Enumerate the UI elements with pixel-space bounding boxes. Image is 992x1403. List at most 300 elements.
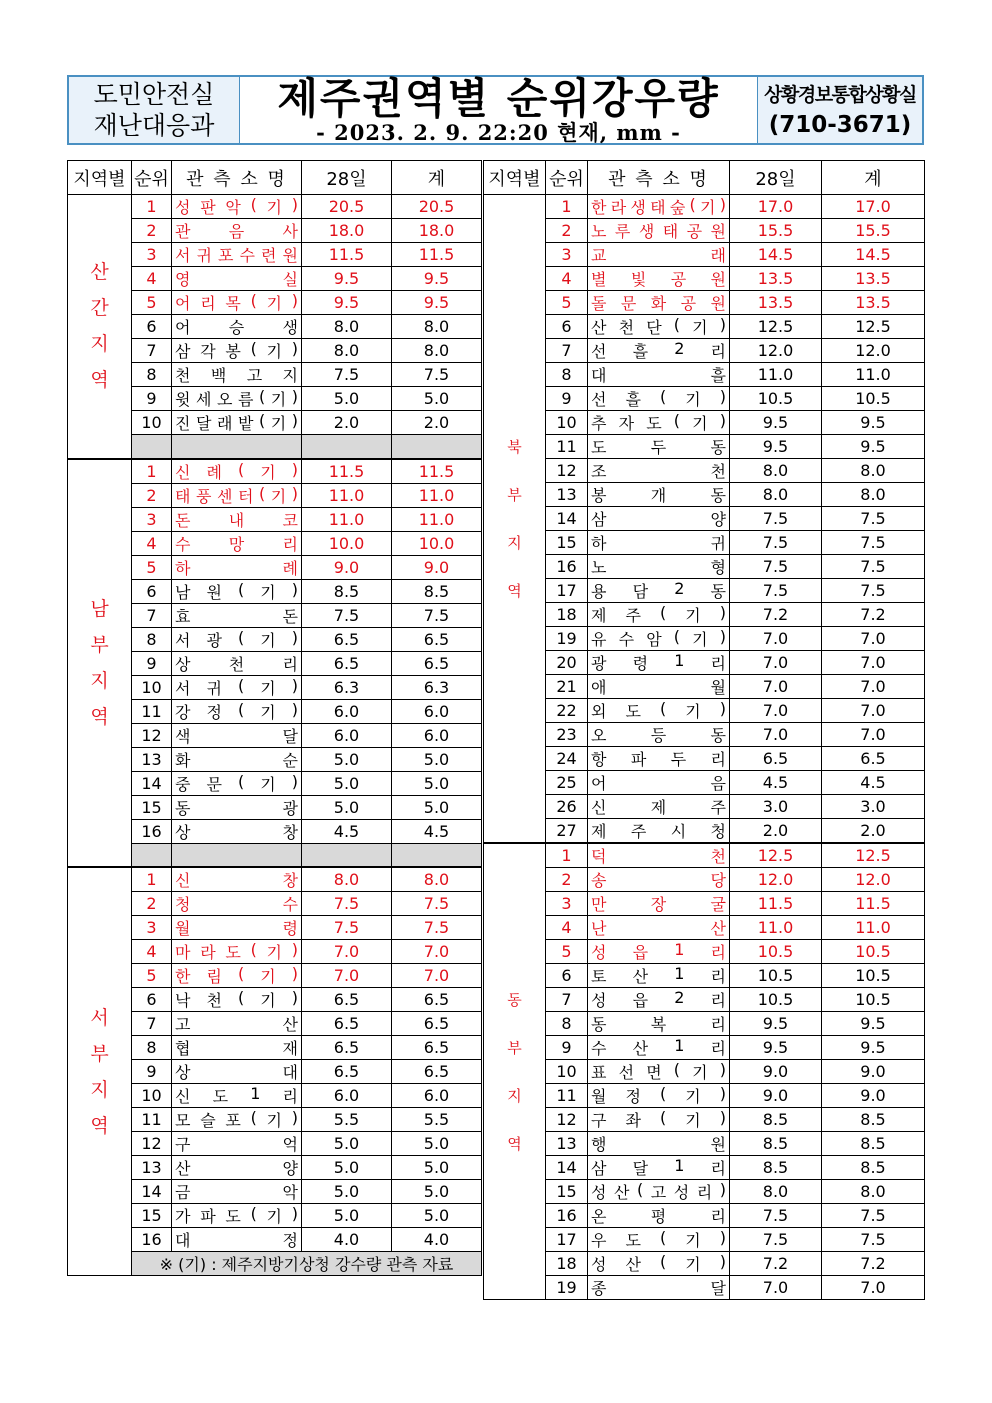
rank-cell: 7 — [132, 603, 172, 627]
day-rainfall: 12.0 — [730, 868, 822, 892]
rank-cell: 12 — [546, 459, 588, 483]
rank-cell: 5 — [546, 940, 588, 964]
total-rainfall: 17.0 — [822, 195, 925, 219]
rank-cell: 14 — [132, 771, 172, 795]
station-name — [588, 964, 730, 988]
station-name-text: 구 좌 ( 기 ) — [591, 1108, 726, 1130]
table-row — [484, 868, 925, 892]
table-row — [484, 675, 925, 699]
day-rainfall: 7.0 — [730, 651, 822, 675]
table-row — [484, 387, 925, 411]
station-name-text: 신 제 주 — [591, 798, 726, 817]
station-name-text: 삼 각 봉 ( 기 ) — [175, 339, 298, 361]
total-rainfall: 9.5 — [392, 291, 482, 315]
rank-cell: 27 — [546, 819, 588, 844]
station-name-text: 성 산 ( 기 ) — [591, 1252, 726, 1274]
day-rainfall: 8.0 — [730, 483, 822, 507]
station-name-text: 성 산 ( 고 성 리 ) — [591, 1180, 726, 1202]
day-rainfall: 7.0 — [302, 940, 392, 964]
rank-cell: 15 — [132, 795, 172, 819]
rank-cell: 26 — [546, 795, 588, 819]
day-rainfall: 3.0 — [730, 795, 822, 819]
region-label: 북 부 지 역 — [484, 195, 546, 844]
table-row — [484, 243, 925, 267]
table-row — [484, 747, 925, 771]
station-name-text: 도 두 동 — [591, 438, 726, 457]
title-box — [240, 74, 757, 145]
station-name-text: 동 복 리 — [591, 1015, 726, 1034]
rank-cell: 8 — [546, 1012, 588, 1036]
station-name — [172, 219, 302, 243]
day-rainfall: 9.5 — [302, 291, 392, 315]
table-row — [484, 291, 925, 315]
day-rainfall: 9.5 — [730, 435, 822, 459]
total-rainfall: 5.0 — [392, 1132, 482, 1156]
station-name-text: 오 등 동 — [591, 726, 726, 745]
station-name-text: 산 천 단 ( 기 ) — [591, 315, 726, 337]
station-name — [172, 627, 302, 651]
day-rainfall: 9.5 — [730, 1036, 822, 1060]
day-rainfall: 12.0 — [730, 339, 822, 363]
station-name — [588, 243, 730, 267]
rank-cell: 3 — [546, 892, 588, 916]
rank-cell: 12 — [132, 723, 172, 747]
station-name — [172, 363, 302, 387]
col-day: 28일 — [730, 161, 822, 195]
rank-cell: 6 — [546, 315, 588, 339]
day-rainfall: 8.0 — [302, 339, 392, 363]
station-name — [588, 1084, 730, 1108]
day-rainfall: 9.5 — [730, 1012, 822, 1036]
rank-cell: 9 — [546, 1036, 588, 1060]
station-name-text: 상 천 리 — [175, 654, 298, 674]
total-rainfall: 8.5 — [392, 579, 482, 603]
total-rainfall: 5.0 — [392, 1204, 482, 1228]
station-name — [172, 1084, 302, 1108]
day-rainfall: 11.5 — [302, 243, 392, 267]
station-name — [172, 1180, 302, 1204]
total-rainfall: 9.5 — [822, 435, 925, 459]
station-name-text: 어 리 목 ( 기 ) — [175, 291, 298, 313]
rank-cell: 7 — [132, 1012, 172, 1036]
day-rainfall: 9.5 — [302, 267, 392, 291]
table-row — [484, 843, 925, 868]
station-name-text: 애 월 — [591, 678, 726, 697]
station-name-text: 월 령 — [175, 919, 298, 938]
total-rainfall: 12.0 — [822, 868, 925, 892]
day-rainfall: 7.5 — [302, 603, 392, 627]
station-name — [588, 1132, 730, 1156]
station-name — [588, 916, 730, 940]
rank-cell: 7 — [546, 339, 588, 363]
total-rainfall: 18.0 — [392, 219, 482, 243]
station-name — [588, 988, 730, 1012]
total-rainfall: 6.0 — [392, 699, 482, 723]
station-name-text: 화 순 — [175, 750, 298, 770]
total-rainfall: 5.5 — [392, 1108, 482, 1132]
day-rainfall: 6.5 — [302, 1036, 392, 1060]
station-name — [588, 1252, 730, 1276]
rank-cell: 3 — [132, 507, 172, 531]
station-name-text: 노 루 생 태 공 원 — [591, 222, 726, 241]
day-rainfall: 8.0 — [730, 1180, 822, 1204]
table-header-row — [484, 161, 925, 195]
rank-cell: 2 — [132, 483, 172, 507]
total-rainfall: 6.0 — [392, 723, 482, 747]
day-rainfall: 6.5 — [302, 627, 392, 651]
day-rainfall: 7.0 — [302, 964, 392, 988]
station-name — [588, 555, 730, 579]
table-row — [484, 579, 925, 603]
station-name — [172, 1012, 302, 1036]
station-name — [588, 363, 730, 387]
rank-cell: 6 — [132, 579, 172, 603]
day-rainfall: 7.5 — [730, 531, 822, 555]
table-row — [484, 507, 925, 531]
total-rainfall: 9.5 — [392, 267, 482, 291]
station-name-text: 색 달 — [175, 726, 298, 746]
station-name-text: 관 음 사 — [175, 222, 298, 241]
day-rainfall: 9.5 — [730, 411, 822, 435]
rank-cell: 15 — [546, 1180, 588, 1204]
day-rainfall: 5.0 — [302, 1156, 392, 1180]
station-name-text: 삼 달 1 리 — [591, 1156, 726, 1178]
station-name-text: 강 정 ( 기 ) — [175, 699, 298, 722]
table-row — [484, 555, 925, 579]
empty-cell — [172, 843, 302, 867]
table-row — [484, 1132, 925, 1156]
rank-cell: 2 — [546, 868, 588, 892]
station-name-text: 외 도 ( 기 ) — [591, 699, 726, 721]
table-row — [484, 435, 925, 459]
rank-cell: 13 — [132, 747, 172, 771]
table-row — [484, 603, 925, 627]
station-name — [588, 1204, 730, 1228]
table-row — [484, 1252, 925, 1276]
left-rainfall-table — [67, 160, 482, 1276]
rank-cell: 1 — [132, 195, 172, 219]
station-name — [588, 699, 730, 723]
total-rainfall: 7.2 — [822, 1252, 925, 1276]
station-name — [588, 795, 730, 819]
station-name-text: 효 돈 — [175, 606, 298, 626]
rank-cell: 9 — [132, 651, 172, 675]
station-name-text: 성 읍 1 리 — [591, 940, 726, 962]
table-row — [484, 195, 925, 219]
col-rank: 순위 — [132, 161, 172, 195]
station-name — [588, 771, 730, 795]
total-rainfall: 5.0 — [392, 1156, 482, 1180]
station-name — [588, 868, 730, 892]
total-rainfall: 11.5 — [392, 459, 482, 484]
station-name-text: 우 도 ( 기 ) — [591, 1228, 726, 1250]
total-rainfall: 10.5 — [822, 988, 925, 1012]
footnote: ※ (기) : 제주지방기상청 강수량 관측 자료 — [132, 1252, 482, 1276]
rank-cell: 8 — [132, 363, 172, 387]
station-name — [588, 1228, 730, 1252]
rank-cell: 2 — [132, 892, 172, 916]
total-rainfall: 7.5 — [822, 579, 925, 603]
station-name-text: 월 정 ( 기 ) — [591, 1084, 726, 1106]
empty-cell — [172, 435, 302, 459]
total-rainfall: 12.5 — [822, 843, 925, 868]
station-name-text: 서 귀 포 수 련 원 — [175, 246, 298, 265]
total-rainfall: 10.0 — [392, 531, 482, 555]
station-name — [172, 1204, 302, 1228]
station-name-text: 난 산 — [591, 919, 726, 938]
station-name-text: 진 달 래 밭 ( 기 ) — [175, 411, 298, 433]
table-row — [484, 892, 925, 916]
day-rainfall: 10.5 — [730, 387, 822, 411]
station-name — [172, 1156, 302, 1180]
station-name — [172, 892, 302, 916]
north-region-rows — [484, 195, 925, 844]
total-rainfall: 7.0 — [822, 675, 925, 699]
station-name — [588, 747, 730, 771]
total-rainfall: 8.5 — [822, 1156, 925, 1180]
station-name-text: 돈 내 코 — [175, 510, 298, 530]
table-row — [484, 651, 925, 675]
day-rainfall: 6.0 — [302, 699, 392, 723]
station-name-text: 신 창 — [175, 871, 298, 890]
day-rainfall: 11.0 — [302, 483, 392, 507]
col-total: 계 — [392, 161, 482, 195]
rank-cell: 15 — [546, 531, 588, 555]
station-name-text: 송 당 — [591, 871, 726, 890]
rank-cell: 10 — [132, 1084, 172, 1108]
rank-cell: 11 — [132, 699, 172, 723]
total-rainfall: 12.5 — [822, 315, 925, 339]
station-name — [172, 651, 302, 675]
day-rainfall: 2.0 — [302, 411, 392, 435]
page-title: 제주권역별 순위강우량 — [277, 74, 720, 123]
station-name — [172, 603, 302, 627]
station-name-text: 종 달 — [591, 1279, 726, 1298]
rank-cell: 21 — [546, 675, 588, 699]
col-region: 지역별 — [484, 161, 546, 195]
table-row — [484, 1060, 925, 1084]
station-name — [172, 1036, 302, 1060]
rank-cell: 18 — [546, 603, 588, 627]
day-rainfall: 10.5 — [730, 988, 822, 1012]
rank-cell: 22 — [546, 699, 588, 723]
station-name-text: 조 천 — [591, 462, 726, 481]
rank-cell: 13 — [132, 1156, 172, 1180]
station-name-text: 천 백 고 지 — [175, 366, 298, 385]
station-name-text: 낙 천 ( 기 ) — [175, 988, 298, 1010]
total-rainfall: 8.5 — [822, 1108, 925, 1132]
day-rainfall: 10.5 — [730, 964, 822, 988]
rank-cell: 8 — [132, 1036, 172, 1060]
station-name — [172, 699, 302, 723]
total-rainfall: 9.5 — [822, 1012, 925, 1036]
station-name — [588, 315, 730, 339]
station-name — [588, 387, 730, 411]
station-name — [588, 843, 730, 868]
rank-cell: 10 — [132, 675, 172, 699]
table-row — [484, 1036, 925, 1060]
station-name-text: 광 령 1 리 — [591, 651, 726, 673]
total-rainfall: 6.5 — [392, 988, 482, 1012]
total-rainfall: 4.5 — [822, 771, 925, 795]
department-line2: 재난대응과 — [93, 111, 215, 140]
rank-cell: 12 — [132, 1132, 172, 1156]
total-rainfall: 8.0 — [392, 339, 482, 363]
total-rainfall: 11.0 — [392, 483, 482, 507]
total-rainfall: 8.0 — [822, 1180, 925, 1204]
total-rainfall: 5.0 — [392, 747, 482, 771]
rank-cell: 20 — [546, 651, 588, 675]
station-name-text: 한 라 생 태 숲 ( 기 ) — [591, 195, 726, 217]
day-rainfall: 7.0 — [730, 723, 822, 747]
total-rainfall: 7.2 — [822, 603, 925, 627]
rank-cell: 16 — [132, 819, 172, 843]
day-rainfall: 7.0 — [730, 627, 822, 651]
station-name — [588, 507, 730, 531]
station-name-text: 협 재 — [175, 1039, 298, 1058]
rank-cell: 12 — [546, 1108, 588, 1132]
day-rainfall: 9.0 — [302, 555, 392, 579]
total-rainfall: 7.0 — [822, 627, 925, 651]
station-name — [172, 795, 302, 819]
contact-box — [757, 77, 922, 143]
total-rainfall: 7.5 — [392, 892, 482, 916]
rank-cell: 6 — [132, 315, 172, 339]
total-rainfall: 11.0 — [822, 363, 925, 387]
total-rainfall: 5.0 — [392, 795, 482, 819]
empty-cell — [132, 435, 172, 459]
station-name-text: 표 선 면 ( 기 ) — [591, 1060, 726, 1082]
day-rainfall: 5.0 — [302, 1132, 392, 1156]
day-rainfall: 6.5 — [302, 1012, 392, 1036]
station-name-text: 선 흘 2 리 — [591, 339, 726, 361]
table-row — [484, 267, 925, 291]
day-rainfall: 6.3 — [302, 675, 392, 699]
station-name — [588, 723, 730, 747]
station-name — [588, 195, 730, 219]
day-rainfall: 13.5 — [730, 267, 822, 291]
station-name — [588, 1180, 730, 1204]
day-rainfall: 7.2 — [730, 1252, 822, 1276]
station-name — [172, 339, 302, 363]
table-row — [68, 195, 482, 219]
station-name-text: 남 원 ( 기 ) — [175, 579, 298, 602]
station-name-text: 어 음 — [591, 774, 726, 793]
station-name-text: 상 창 — [175, 822, 298, 842]
day-rainfall: 8.5 — [730, 1132, 822, 1156]
rank-cell: 6 — [546, 964, 588, 988]
station-name — [588, 219, 730, 243]
day-rainfall: 5.5 — [302, 1108, 392, 1132]
day-rainfall: 11.0 — [730, 916, 822, 940]
rank-cell: 8 — [546, 363, 588, 387]
day-rainfall: 7.0 — [730, 675, 822, 699]
total-rainfall: 6.5 — [392, 1060, 482, 1084]
rank-cell: 11 — [546, 1084, 588, 1108]
station-name-text: 가 파 도 ( 기 ) — [175, 1204, 298, 1226]
total-rainfall: 7.5 — [392, 603, 482, 627]
station-name-text: 태 풍 센 터 ( 기 ) — [175, 483, 298, 506]
station-name-text: 어 승 생 — [175, 318, 298, 337]
day-rainfall: 6.5 — [302, 1060, 392, 1084]
rank-cell: 14 — [546, 1156, 588, 1180]
station-name — [172, 531, 302, 555]
rank-cell: 3 — [132, 243, 172, 267]
day-rainfall: 7.5 — [302, 916, 392, 940]
rank-cell: 3 — [546, 243, 588, 267]
total-rainfall: 10.5 — [822, 387, 925, 411]
rank-cell: 14 — [132, 1180, 172, 1204]
col-total: 계 — [822, 161, 925, 195]
total-rainfall: 11.5 — [822, 892, 925, 916]
region-label: 동 부 지 역 — [484, 843, 546, 1300]
station-name-text: 선 흘 ( 기 ) — [591, 387, 726, 409]
rank-cell: 10 — [546, 411, 588, 435]
station-name — [588, 1156, 730, 1180]
total-rainfall: 8.0 — [822, 459, 925, 483]
total-rainfall: 7.0 — [822, 699, 925, 723]
day-rainfall: 6.5 — [730, 747, 822, 771]
station-name-text: 수 망 리 — [175, 534, 298, 554]
total-rainfall: 10.5 — [822, 964, 925, 988]
day-rainfall: 7.2 — [730, 603, 822, 627]
table-row — [484, 627, 925, 651]
rank-cell: 8 — [132, 627, 172, 651]
station-name — [588, 603, 730, 627]
rank-cell: 19 — [546, 1276, 588, 1300]
rank-cell: 13 — [546, 1132, 588, 1156]
day-rainfall: 9.0 — [730, 1060, 822, 1084]
day-rainfall: 13.5 — [730, 291, 822, 315]
day-rainfall: 9.0 — [730, 1084, 822, 1108]
day-rainfall: 2.0 — [730, 819, 822, 844]
station-name-text: 별 빛 공 원 — [591, 270, 726, 289]
total-rainfall: 7.5 — [822, 531, 925, 555]
total-rainfall: 9.0 — [822, 1060, 925, 1084]
total-rainfall: 7.5 — [822, 1228, 925, 1252]
table-row — [484, 988, 925, 1012]
station-name-text: 추 자 도 ( 기 ) — [591, 411, 726, 433]
rank-cell: 7 — [132, 339, 172, 363]
station-name-text: 제 주 시 청 — [591, 822, 726, 841]
station-name — [172, 387, 302, 411]
rank-cell: 10 — [546, 1060, 588, 1084]
mountain-region-rows — [68, 195, 482, 459]
total-rainfall: 8.0 — [392, 315, 482, 339]
station-name — [588, 651, 730, 675]
total-rainfall: 7.5 — [822, 555, 925, 579]
station-name-text: 중 문 ( 기 ) — [175, 771, 298, 794]
station-name — [172, 723, 302, 747]
table-row — [484, 723, 925, 747]
total-rainfall: 13.5 — [822, 267, 925, 291]
rank-cell: 16 — [546, 555, 588, 579]
rank-cell: 6 — [132, 988, 172, 1012]
total-rainfall: 11.5 — [392, 243, 482, 267]
total-rainfall: 7.0 — [392, 964, 482, 988]
rank-cell: 3 — [132, 916, 172, 940]
day-rainfall: 11.0 — [302, 507, 392, 531]
station-name-text: 영 실 — [175, 270, 298, 289]
day-rainfall: 15.5 — [730, 219, 822, 243]
table-row — [484, 916, 925, 940]
station-name — [172, 1228, 302, 1252]
day-rainfall: 6.0 — [302, 723, 392, 747]
empty-cell — [132, 843, 172, 867]
total-rainfall: 7.5 — [822, 1204, 925, 1228]
col-station: 관 측 소 명 — [588, 161, 730, 195]
station-name — [172, 771, 302, 795]
